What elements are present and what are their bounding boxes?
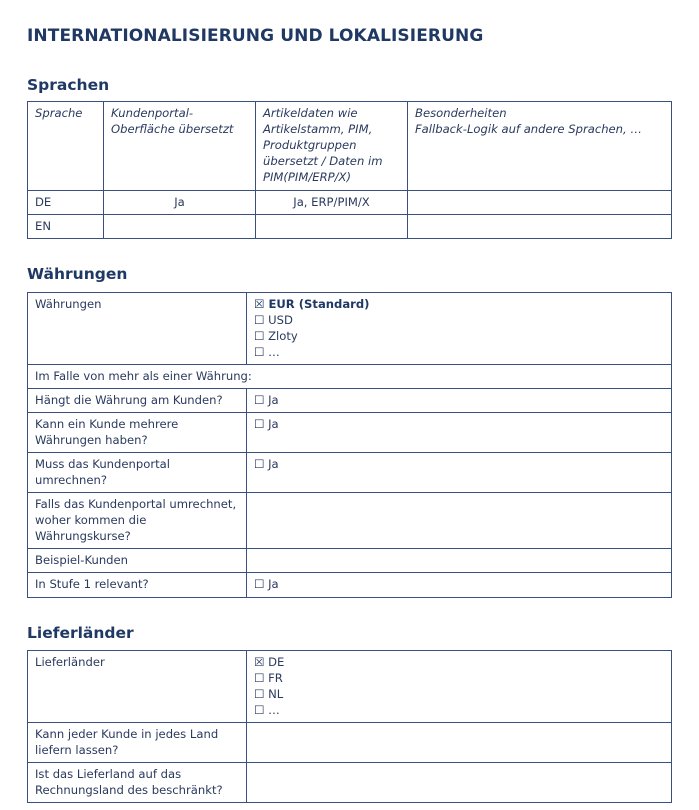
answer-checkbox[interactable]: ☐ Ja	[247, 453, 672, 493]
label-cell: Lieferländer	[28, 651, 247, 723]
checkbox-icon: ☐	[254, 671, 265, 685]
question-cell: In Stufe 1 relevant?	[28, 573, 247, 598]
answer-checkbox[interactable]: ☐ Ja	[247, 389, 672, 413]
checkbox-icon: ☐	[254, 687, 265, 701]
cell: Ja, ERP/PIM/X	[256, 191, 408, 215]
header-cell: Kundenportal- Oberfläche übersetzt	[104, 102, 256, 191]
question-cell: Beispiel-Kunden	[28, 549, 247, 573]
cell: Ja	[104, 191, 256, 215]
options-cell	[247, 651, 672, 723]
cell[interactable]	[104, 215, 256, 239]
table-row	[28, 763, 672, 803]
table-row	[28, 573, 672, 598]
cell: DE	[28, 191, 104, 215]
checkbox-option[interactable]	[254, 686, 664, 702]
table-row	[28, 215, 672, 239]
option-label: DE	[268, 655, 285, 669]
option-label: Zloty	[268, 329, 298, 343]
table-header-row	[28, 102, 672, 191]
answer-checkbox[interactable]: ☐ Ja	[247, 573, 672, 598]
subheading-cell: Im Falle von mehr als einer Währung:	[28, 365, 672, 389]
section-heading-lieferlaender: Lieferländer	[27, 624, 134, 642]
header-cell: Sprache	[28, 102, 104, 191]
section-heading-sprachen: Sprachen	[27, 76, 110, 94]
question-cell: Hängt die Währung am Kunden?	[28, 389, 247, 413]
page-title: INTERNATIONALISIERUNG UND LOKALISIERUNG	[27, 26, 484, 46]
option-label: …	[268, 345, 280, 359]
checkbox-option[interactable]	[254, 344, 664, 360]
answer-cell[interactable]	[247, 723, 672, 763]
option-label: USD	[268, 313, 293, 327]
table-row	[28, 413, 672, 453]
option-label: …	[268, 703, 280, 717]
option-label: FR	[268, 671, 283, 685]
waehrungen-table	[27, 292, 672, 598]
section-heading-waehrungen: Währungen	[27, 265, 128, 283]
checkbox-checked-icon: ☒	[254, 655, 265, 669]
option-label: NL	[268, 687, 284, 701]
checkbox-option[interactable]	[254, 328, 664, 344]
lieferlaender-table	[27, 650, 672, 803]
checkbox-icon: ☐	[254, 313, 265, 327]
question-cell: Ist das Lieferland auf das Rechnungsland des beschränkt?	[28, 763, 247, 803]
table-row	[28, 453, 672, 493]
answer-checkbox[interactable]: ☐ Ja	[247, 413, 672, 453]
table-row	[28, 651, 672, 723]
cell[interactable]	[408, 215, 672, 239]
cell: EN	[28, 215, 104, 239]
answer-cell[interactable]	[247, 763, 672, 803]
table-row	[28, 549, 672, 573]
question-cell: Falls das Kundenportal umrechnet, woher kommen die Währungskurse?	[28, 493, 247, 549]
sprachen-table	[27, 101, 672, 239]
question-cell: Muss das Kundenportal umrechnen?	[28, 453, 247, 493]
checkbox-icon: ☐	[254, 345, 265, 359]
checkbox-icon: ☐	[254, 703, 265, 717]
answer-cell[interactable]	[247, 549, 672, 573]
header-cell: Besonderheiten Fallback-Logik auf andere Sprachen, …	[408, 102, 672, 191]
checkbox-option[interactable]	[254, 312, 664, 328]
checkbox-checked-icon: ☒	[254, 297, 265, 311]
question-cell: Kann jeder Kunde in jedes Land liefern lassen?	[28, 723, 247, 763]
cell[interactable]	[408, 191, 672, 215]
table-row	[28, 389, 672, 413]
checkbox-option[interactable]	[254, 296, 664, 312]
cell[interactable]	[256, 215, 408, 239]
answer-cell[interactable]	[247, 493, 672, 549]
label-cell: Währungen	[28, 293, 247, 365]
table-row	[28, 293, 672, 365]
table-row	[28, 191, 672, 215]
question-cell: Kann ein Kunde mehrere Währungen haben?	[28, 413, 247, 453]
checkbox-option[interactable]	[254, 670, 664, 686]
checkbox-icon: ☐	[254, 329, 265, 343]
table-row	[28, 723, 672, 763]
table-row	[28, 365, 672, 389]
checkbox-option[interactable]	[254, 702, 664, 718]
option-label: EUR (Standard)	[268, 297, 370, 311]
table-row	[28, 493, 672, 549]
header-cell: Artikeldaten wie Artikelstamm, PIM, Produktgruppen übersetzt / Daten im PIM(PIM/ERP/X)	[256, 102, 408, 191]
options-cell	[247, 293, 672, 365]
checkbox-option[interactable]	[254, 654, 664, 670]
